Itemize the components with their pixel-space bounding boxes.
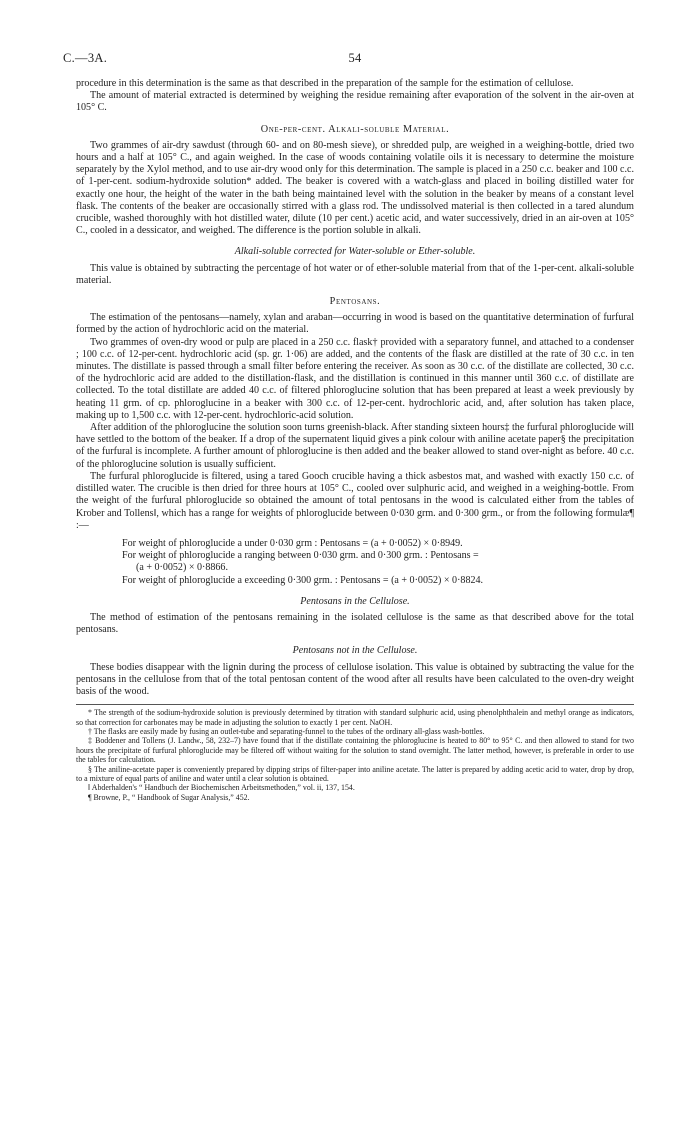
paragraph: The estimation of the pentosans—namely, xylan and araban—occurring in wood is based on the quantitative determination of furfural formed by the action of hydrochloric acid on the material. xyxy=(76,312,634,336)
paragraph: Two grammes of air-dry sawdust (through 60- and on 80-mesh sieve), or shredded pulp, are weighed in a weighing-bottle, dried two hours and a half at 105° C., and again weighed. In the case of woods containing volatile oils it is necessary to determine the moisture separately by the Xylol method, and to use air-dry wood only for this determination. The sample is placed in a 250 c.c. beaker and 100 c.c. of 1-per-cent. sodium-hydroxide solution* added. The beaker is covered with a watch-glass and placed in boiling distilled water for exactly one hour, the height of the water in the bath being maintained level with the solution in the beaker by means of a constant level flask. The contents of the beaker are occasionally stirred with a glass rod. The undissolved material is then collected in a tared alundum crucible, washed thoroughly with hot distilled water, dilute (10 per cent.) acetic acid, and water successively, dried in an air-oven at 105° C., cooled in a dessicator, and weighed. The difference is the portion soluble in alkali. xyxy=(76,139,634,237)
formula-line: For weight of phloroglucide a under 0·030 grm : Pentosans = (a + 0·0052) × 0·8949. xyxy=(122,537,463,549)
paragraph: The amount of material extracted is determined by weighing the residue remaining after evaporation of the solvent in the air-oven at 105° C. xyxy=(76,90,634,114)
footnote: * The strength of the sodium-hydroxide solution is previously determined by titration with standard sulphuric acid, using phenolphthalein and methyl orange as indicators, so that correction for carbonates may be made in adjusting the solution to exactly 1 per cent. NaOH. xyxy=(76,708,634,727)
paragraph: The furfural phloroglucide is filtered, using a tared Gooch crucible having a thick asbestos mat, and washed with exactly 150 c.c. of distilled water. The crucible is then dried for three hours at 105° C., cooled over sulphuric acid, and weighed in a weighing-bottle. From the weight of the furfural phloroglucide so obtained the amount of total pentosans in the wood is calculated either from the tables of Krober and Tollens‖, which has a range for weights of phloroglucide between 0·030 grm. and 0·300 grm., or from the following formulæ¶ :— xyxy=(76,470,634,531)
subsection-heading: Pentosans in the Cellulose. xyxy=(300,595,410,607)
paragraph: After addition of the phloroglucine the solution soon turns greenish-black. After standing sixteen hours‡ the furfural phloroglucide will have settled to the bottom of the beaker. If a drop of the supernatent liquid gives a pink colour with aniline acetate paper§ the precipitation of the furfural is incomplete. A further amount of phloroglucine is then added and the beaker allowed to stand over-night as before. 40 c.c. of the phloroglucine solution is usually sufficient. xyxy=(76,422,634,470)
paragraph: procedure in this determination is the same as that described in the preparation of the sample for the estimation of cellulose. xyxy=(76,78,574,89)
footnote-divider xyxy=(76,704,634,705)
paragraph: The method of estimation of the pentosans remaining in the isolated cellulose is the same as that described above for the total pentosans. xyxy=(76,611,634,636)
section-heading: One-per-cent. Alkali-soluble Material. xyxy=(260,123,450,135)
footnotes xyxy=(76,708,634,802)
formula-line: For weight of phloroglucide a ranging between 0·030 grm. and 0·300 grm. : Pentosans = xyxy=(122,550,479,562)
subsection-heading: Alkali-soluble corrected for Water-soluble or Ether-soluble. xyxy=(234,246,476,258)
formula-line: For weight of phloroglucide a exceeding 0·300 grm. : Pentosans = (a + 0·0052) × 0·8824. xyxy=(122,574,484,586)
subsection-heading: Pentosans not in the Cellulose. xyxy=(292,645,418,657)
footnote: ‖ Abderhalden's “ Handbuch der Biochemischen Arbeitsmethoden,” vol. ii, 137, 154. xyxy=(88,783,355,793)
page-header xyxy=(63,51,634,78)
footnote: † The flasks are easily made by fusing an outlet-tube and separating-funnel to the tubes of the ordinary all-glass wash-bottles. xyxy=(88,726,485,736)
document-reference: C.—3A. xyxy=(63,51,108,65)
paragraph: These bodies disappear with the lignin during the process of cellulose isolation. This value is obtained by subtracting the value for the pentosans in the cellulose from that of the total pentosan content of the wood after all results have been calculated to the oven-dry weight basis of the wood. xyxy=(76,661,634,697)
footnote: § The aniline-acetate paper is conveniently prepared by dipping strips of filter-paper into aniline acetate. The latter is prepared by adding acetic acid to water, drop by drop, to a mixture of equal parts of aniline and water until a clear solution is obtained. xyxy=(76,764,634,783)
formulae-block xyxy=(122,538,634,587)
formula-line-continuation: (a + 0·0052) × 0·8866. xyxy=(136,562,228,574)
paragraph: Two grammes of oven-dry wood or pulp are placed in a 250 c.c. flask† provided with a separatory funnel, and attached to a condenser ; 100 c.c. of 12-per-cent. hydrochloric acid (sp. gr. 1·06) are added, and the contents of the flask are distilled at the rate of 30 c.c. in ten minutes. The distillate is passed through a small filter before entering the receiver. As soon as 30 c.c. of the distillate are collected, 30 c.c. of the hydrochloric acid are added to the distillation-flask, and the distillation is continued in this manner until 360 c.c. of distillate are collected. To the total distillate are added 40 c.c. of filtered phloroglucine solution that has been prepared at least a week previously by heating 11 grm. of cp. phloroglucine in a beaker with 300 c.c. of 12-per-cent. hydrochloric acid, and, after solution has taken place, making up to 1,500 c.c. with 12-per-cent. hydrochloric-acid solution. xyxy=(76,336,634,421)
footnote: ¶ Browne, P., “ Handbook of Sugar Analysis,” 452. xyxy=(88,792,250,802)
section-heading: Pentosans. xyxy=(329,296,381,308)
page-number: 54 xyxy=(348,51,362,65)
paragraph: This value is obtained by subtracting the percentage of hot water or of ether-soluble material from that of the 1-per-cent. alkali-soluble material. xyxy=(76,262,634,286)
footnote: ‡ Boddener and Tollens (J. Landw., 58, 232–7) have found that if the distillate containing the phloroglucine is heated to 80° to 95° C. and then allowed to stand for two hours the precipitate of furfural phloroglucide may be filtered off without waiting for the solution to stand overnight. The latter method, however, is preferable in order to use the tables for calculation. xyxy=(76,736,634,765)
